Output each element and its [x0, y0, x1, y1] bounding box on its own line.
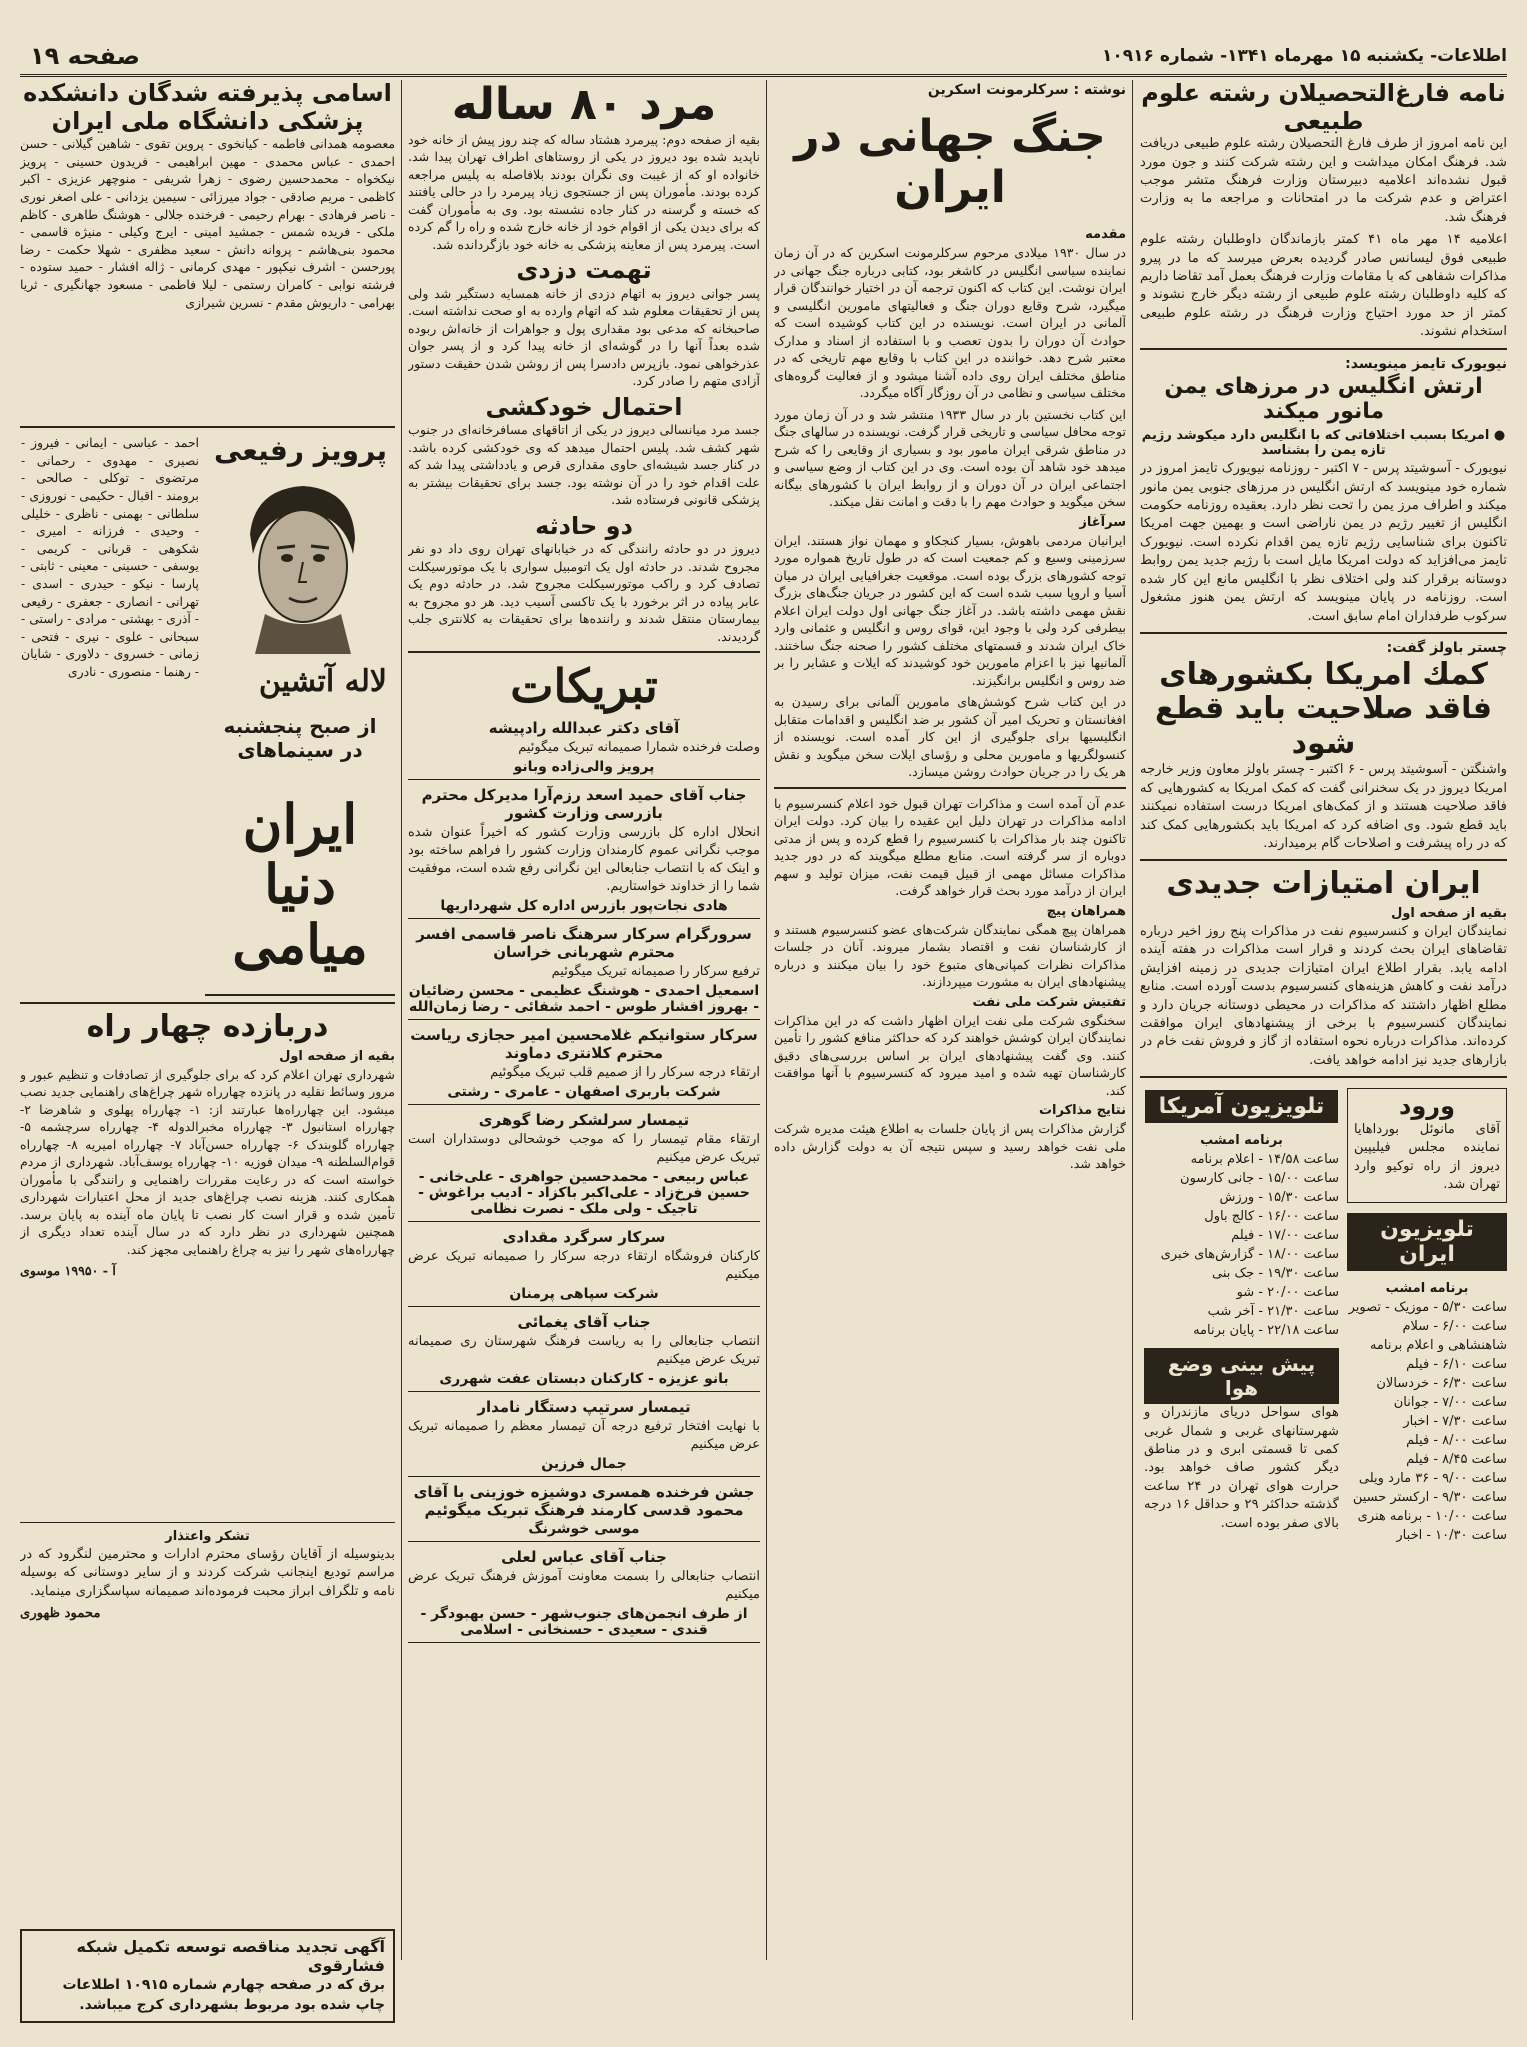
tv-iran-logo: تلویزیون ایران: [1347, 1213, 1507, 1271]
tv-iran-item: ساعت ۷/۳۰ - اخبار: [1403, 1414, 1507, 1430]
students-body-2: احمد - عباسی - ایمانی - فیروز - نصیری - مهدوی - رحمانی - مرتضوی - توکلی - صالحی - برومند - اقبال - حکیمی - نوروزی - سلطانی - بهمنی - ناظری - خلیلی - وحیدی - فرزانه - امیری - شکوهی - قربانی - کریمی - یوسفی - حسینی - معینی - ثابتی - پارسا - نیکو - حیدری - اسدی - تهرانی - انصاری - جعفری - رفیعی - آذری - بهشتی - مرادی - راستی - سبحانی - علوی - نیری - فتحی - زمانی - خسروی - دلاوری - شایان - رهنما - منصوری - نادری: [21, 435, 199, 679]
tv-iran-item: ساعت ۹/۰۰ - ۳۶ مارد ویلی: [1358, 1471, 1507, 1487]
war-byline: نوشته : سرکلرمونت اسکرین: [927, 82, 1126, 98]
congrats-title: تبریکات: [510, 659, 658, 714]
divider: [1140, 348, 1507, 350]
graduates-title: نامه فارغ‌التحصیلان رشته علوم طبیعی: [1141, 80, 1506, 135]
cinema-star: پرویز رفیعی: [213, 434, 387, 468]
congrats-list: [408, 719, 760, 1643]
graduates-article: [1140, 80, 1507, 342]
column-news: [408, 80, 760, 1960]
column-rule: [1132, 80, 1133, 2020]
talks-sub-3: نتایج مذاکرات: [1038, 1103, 1126, 1119]
road-sign: آ - ۱۹۹۵۰ موسوی: [20, 1263, 116, 1279]
tv-schedules: [1347, 1084, 1507, 1545]
tv-america-item: ساعت ۱۷/۰۰ - فیلم: [1231, 1228, 1339, 1244]
arrival-title: ورود: [1399, 1092, 1455, 1121]
congrats-item-body: انتصاب جنابعالی را به ریاست فرهنگ شهرستان ری صمیمانه تبریک عرض میکنیم: [408, 1334, 760, 1368]
war-body-4: در این کتاب شرح کوشش‌های مامورین آلمانی برای رسیدن به افغانستان و تحریک امیر آن کشور بر ضد انگلیس و اقدامات متقابل انگلیسیها برای جلوگیری از این کار آمده است. نویسنده از کنسولگریها و مامورین محلی و رؤسای ایلات سخن میگوید و نقش هر یک را در جریان حوادث روشن میسازد.: [774, 694, 1126, 780]
congrats-item: [408, 925, 760, 1020]
weather-body: هوای سواحل دریای مازندران و شهرستانهای غربی و شمال غربی کمی تا قسمتی ابری و در مناطق دیگر کشور صاف خواهد بود. حرارت هوای تهران در ۲۴ ساعت گذشته حداکثر ۲۹ و حداقل ۱۶ درجه بالای صفر بوده است.: [1144, 1405, 1340, 1531]
congrats-item-body: انتصاب جنابعالی را بسمت معاونت آموزش فرهنگ تبریک عرض میکنیم: [408, 1569, 760, 1603]
war-body-2: این کتاب نخستین بار در سال ۱۹۳۳ منتشر شد و در آن زمان مورد توجه محافل سیاسی و تاریخی قرار گرفت. نویسنده در سالهای جنگ در مناطق شرقی ایران مامور بود و بسیاری از وقایعی را که شرح میدهد خود شاهد آن بوده است. وی در این کتاب از وضع سیاسی و اجتماعی ایران در آن دوران و از روابط ایران با کشورهای بیگانه سخن میگوید و حوادث مهم را با دقت و امانت نقل میکند.: [774, 406, 1126, 510]
tv-america-item: ساعت ۲۲/۱۸ - پایان برنامه: [1193, 1323, 1339, 1339]
divider: [20, 426, 395, 428]
talks-body-7: گزارش مذاکرات پس از پایان جلسات به اطلاع هیئت مدیره شرکت ملی نفت خواهد رسید و سپس نتیجه آن به دولت گزارش داده خواهد شد.: [774, 1121, 1126, 1172]
congrats-item: [408, 1111, 760, 1222]
road-sub: بقیه از صفحه اول: [279, 1048, 395, 1064]
accidents-body: دیروز در دو حادثه رانندگی که در خیابانهای تهران روی داد دو نفر مجروح شدند. در حادثه اول یک اتومبیل سواری با یک موتورسیکلت تصادف کرد و راکب موتورسیکلت مجروح شد. در حادثه دوم یک عابر پیاده در اثر برخورد با یک تاکسی آسیب دید. هر دو مجروح به بیمارستان منتقل شدند و راننده‌ها برای تحقیقات به کلانتری جلب گردیدند.: [408, 541, 760, 644]
divider: [20, 1002, 395, 1004]
congrats-item-body: کارکنان فروشگاه ارتقاء درجه سرکار را صمیمانه تبریک عرض میکنیم: [408, 1249, 760, 1283]
tv-america-item: ساعت ۲۰/۰۰ - شو: [1236, 1285, 1339, 1301]
congrats-item-title: سرورگرام سرکار سرهنگ ناصر قاسمی افسر محترم شهربانی خراسان: [416, 925, 752, 962]
talks-body-6: سخنگوی شرکت ملی نفت ایران اظهار داشت که در این مذاکرات نمایندگان ایران کوشش خواهند کرد که حداکثر منافع کشور را تأمین کنند. وی گفت پیشنهادهای ایران بر اساس بررسی‌های دقیق کارشناسان تهیه شده و امید میرود که کنسرسیوم با آنها موافقت کند.: [774, 1012, 1126, 1098]
tv-iran-item: ساعت ۶/۱۰ - فیلم: [1406, 1357, 1507, 1373]
cinema-theater-name: دنیا: [264, 852, 336, 917]
column-right: [1140, 80, 1507, 2040]
page-number: صفحه ۱۹: [30, 42, 140, 70]
congrats-item: [408, 1548, 760, 1643]
yemen-title: ارتش انگلیس در مرزهای یمن مانور میکند: [1164, 373, 1483, 424]
congrats-item-body: با نهایت افتخار ترفیع درجه آن تیمسار معظم را صمیمانه تبریک عرض میکنیم: [408, 1419, 760, 1453]
war-body: در سال ۱۹۳۰ میلادی مرحوم سرکلرمونت اسکرین که در آن زمان نماینده سیاسی انگلیس در کاشغر بود، کتابی درباره جنگ جهانی در ایران نوشت. این کتاب که اکنون ترجمه آن در اختیار خوانندگان قرار میگیرد، شرح وقایع دوران جنگ و فعالیتهای مامورین انگلیسی و آلمانی در ایران است. نویسنده در این کتاب کوشیده است که حوادث آن دوران را بدون تعصب و با استفاده از اسناد و مدارک معتبر شرح دهد. خواننده در این کتاب با وقایع مهم تاریخی که در مناطق مختلف ایران روی داده آشنا میشود و از فعالیت گروه‌های مختلف سیاسی و نظامی در آن روزگار آگاه میگردد.: [774, 245, 1126, 401]
yemen-sub: ● امریکا بسبب اختلافاتی که با انگلیس دارد میکوشد رژیم تازه یمن را بشناسد: [1141, 428, 1506, 459]
aid-article: [1140, 640, 1507, 854]
congrats-item: [408, 1228, 760, 1307]
congrats-item-names: هادی نجات‌پور بازرس اداره کل شهرداریها: [440, 898, 728, 915]
congrats-item-names: عباس ربیعی - محمدحسین جواهری - علی‌خانی - حسین فرخ‌زاد - علی‌اکبر باکزاد - ادیب براغوش - تاجیک - ولی ملک - نصرت نظامی: [418, 1169, 750, 1218]
congrats-item-body: وصلت فرخنده شمارا صمیمانه تبریک میگوئیم: [518, 740, 760, 756]
talks-sub-1: همراهان پیچ: [1046, 903, 1126, 919]
war-body-3: ایرانیان مردمی باهوش، بسیار کنجکاو و مهمان نواز هستند. ایران سرزمینی وسیع و کم جمعیت است که در طول تاریخ همواره مورد توجه کشورهای بزرگ بوده است. موقعیت جغرافیایی ایران در میان آسیا و اروپا سبب شده است که این کشور در جریان جنگ‌های بزرگ نقش مهمی داشته باشد. در آغاز جنگ جهانی اول دولت ایران اعلام بیطرفی کرد ولی با وجود این، قوای روس و انگلیس و عثمانی وارد خاک ایران شدند و قسمتهای مختلف کشور را صحنه جنگ ساختند. آلمانیها نیز با اعزام مامورین خود کوشیدند که ایلات و عشایر را بر ضد روس و انگلیس برانگیزند.: [774, 532, 1126, 688]
tv-iran-item: ساعت ۶/۳۰ - خردسالان: [1376, 1376, 1507, 1392]
arrival-body: آقای مانوئل بورداهایا نماینده مجلس فیلیپین دیروز از راه توکیو وارد تهران شد.: [1354, 1121, 1500, 1192]
notice-body: برق که در صفحه چهارم شماره ۱۰۹۱۵ اطلاعات چاپ شده بود مربوط بشهرداری کرج میباشد.: [62, 1977, 385, 2013]
tv-america-item: ساعت ۱۵/۳۰ - ورزش: [1219, 1190, 1339, 1206]
tv-iran-item: ساعت ۵/۳۰ - موزیک - تصویر: [1348, 1300, 1507, 1316]
suicide-title: احتمال خودکشی: [485, 392, 683, 421]
congrats-item: [408, 1398, 760, 1477]
aid-title-2: فاقد صلاحیت باید قطع شود: [1154, 691, 1493, 761]
man80-title: مرد ۸۰ ساله: [451, 80, 717, 130]
tv-iran-item: ساعت ۱۰/۳۰ - اخبار: [1396, 1528, 1507, 1544]
talks-sub-2: تفتیش شرکت ملی نفت: [972, 994, 1126, 1010]
divider: [774, 787, 1126, 789]
congrats-item: [408, 1026, 760, 1105]
arrival-box: [1347, 1088, 1507, 1203]
aid-title-1: کمك امریکا بکشورهای: [1159, 656, 1488, 692]
congrats-item-body: ارتقاء درجه سرکار را از صمیم قلب تبریک میگوئیم: [490, 1065, 760, 1081]
concessions-title: ایران امتیازات جدیدی: [1166, 866, 1481, 902]
congrats-item-title: سرکار سرگرد مقدادی: [502, 1228, 666, 1247]
congrats-item-names: پرویز والی‌زاده وبانو: [513, 759, 655, 776]
theft-body: پسر جوانی دیروز به اتهام دزدی از خانه همسایه دستگیر شد ولی پس از تحقیقات معلوم شد که اتهام وارده به او صحت نداشته است. صاحبخانه که مدعی بود مقداری پول و جواهرات از خانه‌اش ربوده شده بعداً آنها را در گوشه‌ای از خانه پیدا کرد و از پسر جوان عذرخواهی نمود. بازپرس دادسرا پس از روشن شدن حقیقت دستور آزادی متهم را صادر کرد.: [408, 285, 760, 389]
tv-america-item: ساعت ۱۴/۵۸ - اعلام برنامه: [1190, 1152, 1339, 1168]
tv-america-weather: [1144, 1084, 1339, 1545]
divider: [1140, 1076, 1507, 1078]
tv-america-logo: تلویزیون آمریکا: [1145, 1090, 1339, 1123]
theft-title: تهمت دزدی: [516, 256, 652, 285]
congrats-item-names: موسی خوشرنگ: [528, 1521, 640, 1538]
divider: [1140, 632, 1507, 634]
congrats-item-names: از طرف انجمن‌های جنوب‌شهر - حسن بهبودگر - قندی - سعیدی - حسنخانی - اسلامی: [420, 1606, 748, 1639]
actor-portrait: [215, 474, 385, 654]
congrats-item-title: جشن فرخنده همسری دوشیزه خوزینی با آقای محمود قدسی کارمند فرهنگ تبریک میگوئیم: [413, 1483, 755, 1520]
column-rule: [401, 80, 402, 1960]
talks-body-5: همراهان پیچ همگی نمایندگان شرکت‌های عضو کنسرسیوم هستند و از کارشناسان نفت و اقتصاد بشمار میروند. آنان در جلسات مذاکرات نظرات کمپانی‌های متبوع خود را بیان میکنند و درباره پیشنهادهای ایران به مشورت میپردازند.: [774, 921, 1126, 990]
concessions-body: نمایندگان ایران و کنسرسیوم نفت در مذاکرات پنج روز اخیر درباره تقاضاهای ایران بحث کردند و قرار است مذاکرات در هفته آینده ادامه یابد. بقرار اطلاع ایران امتیازات جدیدی در زمینه افزایش درآمد نفت و کاهش هزینه‌های کنسرسیوم بدست آورده است. منابع مطلع اظهار داشتند که مذاکرات در محیطی دوستانه جریان دارد و نمایندگان کنسرسیوم با برخی از پیشنهادهای ایران موافقت کرده‌اند. مذاکرات درباره نحوه استفاده از گاز و فروش نفت خام در بازارهای جدید نیز ادامه خواهد یافت.: [1140, 923, 1507, 1068]
tv-america-item: ساعت ۱۵/۰۰ - جانی کارسون: [1180, 1171, 1339, 1187]
congrats-item-title: جناب آقای حمید اسعد رزم‌آرا مدیرکل محترم بازرسی وزارت کشور: [421, 786, 747, 823]
congrats-item-names: شرکت سپاهی پرمنان: [509, 1286, 659, 1303]
tv-america-item: ساعت ۱۶/۰۰ - کالج باول: [1204, 1209, 1339, 1225]
concessions-article: [1140, 867, 1507, 1070]
congrats-item-body: ترفیع سرکار را صمیمانه تبریک میگوئیم: [551, 964, 760, 980]
congrats-item: [408, 1483, 760, 1542]
congrats-item-body: انحلال اداره کل بازرسی وزارت کشور که اخیراً عنوان شده موجب نگرانی عموم کارمندان وزارت کشور را فراهم ساخته بود و اینک که با انتصاب جنابعالی این نگرانی رفع شده است، موفقیت شما را از خداوند خواستاریم.: [408, 825, 760, 895]
congrats-item-title: تیمسار سرلشکر رضا گوهری: [478, 1111, 690, 1130]
students-body: معصومه همدانی فاطمه - کیانخوی - پروین تقوی - شاهین گیلانی - حسن احمدی - عباس محمدی - مهین ابراهیمی - فریدون حسینی - پرویز نیکخواه - محمدحسین رضوی - زهرا شریفی - منوچهر عزیزی - اکبر کاظمی - مریم صادقی - جواد میرزائی - سیمین یزدانی - علی اصغر نوری - ناصر فرهادی - بهرام رحیمی - فرخنده جلالی - هوشنگ طاهری - کاظم ملکی - فریده شمس - جمشید امینی - ایرج وکیلی - منیژه قاسمی - محمود بنی‌هاشم - پروانه دانش - سعید مظفری - شهلا حکمت - رضا پورحسن - اشرف نیکپور - مهدی کرمانی - ژاله افشار - حمید ستوده - فرشته نوابی - کامران رستمی - لیلا فاطمی - مسعود جهانگیری - ثریا بهرامی - داریوش مقدم - نسرین شیرازی: [20, 136, 395, 310]
tv-iran-item: ساعت ۸/۴۵ - فیلم: [1406, 1452, 1507, 1468]
divider: [408, 651, 760, 653]
notice-title: آگهی تجدید مناقصه توسعه تکمیل شبکه فشارقوی: [76, 1937, 385, 1975]
yemen-body: نیویورک - آسوشیتد پرس - ۷ اکتبر - روزنامه نیویورک تایمز امروز در شماره خود مینویسد که ارتش انگلیس در مرزهای جنوبی یمن مانور میکند و اطراف مرز یمن را تحت نظر دارد. بعقیده روزنامه حکومت انگلیس از تغییر رژیم در یمن ناراضی است و بهمین جهت امریکا تاکنون برای شناسایی رژیم تازه یمن اقدام نکرده است. نیویورک تایمز می‌افزاید که دولت امریکا مایل است با رژیم جدید یمن روابط دوستانه برقرار کند ولی اختلاف نظر با انگلیس مانع این کار شده است. روزنامه در پایان مینویسد که ارتش یمن هنوز مشغول سرکوب طرفداران امام سابق است.: [1140, 461, 1507, 624]
yemen-kicker: نیویورک تایمز مینویسد:: [1345, 355, 1507, 372]
column-left: [20, 80, 395, 1960]
tv-iran-item: ساعت ۷/۰۰ - جوانان: [1393, 1395, 1507, 1411]
yemen-article: [1140, 356, 1507, 626]
tv-iran-item: ساعت ۹/۳۰ - ارکستر حسین: [1352, 1490, 1507, 1506]
accidents-title: دو حادثه: [535, 511, 633, 540]
cinema-ad: [205, 434, 395, 996]
congrats-item-names: بانو عزیزه - کارکنان دبستان عفت شهرری: [439, 1371, 729, 1388]
congrats-item: [408, 786, 760, 919]
talks-body: عدم آن آمده است و مذاکرات تهران قبول خود اعلام کنسرسیوم با ادامه مذاکرات در تهران دلیل این عقیده را بیان کرد. دولت ایران تاکنون چند بار مذاکرات با کنسرسیوم را قطع کرده و پس از مدتی دوباره از سر گرفته است. منابع مطلع میگویند که در دور جدید مذاکرات مسائل مهمی از قبیل قیمت نفت، میزان تولید و سهم ایران از درآمد مورد بحث قرار خواهد گرفت.: [774, 795, 1126, 899]
issue-info: اطلاعات- یکشنبه ۱۵ مهرماه ۱۳۴۱- شماره ۱۰۹۱۶: [1102, 46, 1507, 66]
students-list-2: [21, 434, 199, 994]
divider: [20, 1522, 395, 1523]
road-title: دربازده چهار راه: [86, 1009, 329, 1045]
tv-iran-item: ساعت ۱۰/۰۰ - برنامه هنری: [1357, 1509, 1507, 1525]
war-intro-label: مقدمه: [1085, 227, 1126, 243]
war-title: جنگ جهانی در ایران: [794, 111, 1106, 213]
tv-america-item: ساعت ۱۹/۳۰ - جک بنی: [1212, 1266, 1339, 1282]
cinema-when: از صبح پنجشنبه در سینماهای: [223, 714, 377, 763]
cinema-theaters: [213, 792, 387, 977]
congrats-item-title: آقای دکتر عبدالله رادپیشه: [488, 719, 680, 738]
tv-america-title: برنامه امشب: [1200, 1133, 1283, 1149]
road-body: شهرداری تهران اعلام کرد که برای جلوگیری از تصادفات و تنظیم عبور و مرور وسائط نقلیه در پانزده چهارراه شهر چراغ‌های راهنمایی جدید نصب میشود. این چهارراه‌ها عبارتند از: ۱- چهارراه پهلوی و شاهرضا ۲- چهارراه استانبول ۳- چهارراه مخبرالدوله ۴- چهارراه سرچشمه ۵- چهارراه گلوبندک ۶- چهارراه حسن‌آباد ۷- چهارراه امیریه ۸- چهارراه قوام‌السلطنه ۹- میدان فوزیه ۱۰- چهارراه یوسف‌آباد. شهرداری از مردم خواسته است که در رعایت مقررات راهنمایی و رانندگی با مأموران همکاری کنند. هزینه نصب چراغ‌های جدید از محل اعتبارات شهرداری تأمین شده و قرار است کار نصب تا پایان ماه آینده به پایان برسد. همچنین شهرداری در نظر دارد که در سال آینده تعداد دیگری از چهارراه‌های شهر را نیز به چراغ راهنمایی مجهز کند.: [20, 1066, 395, 1257]
tv-america-item: ساعت ۱۸/۰۰ - گزارش‌های خبری: [1160, 1247, 1339, 1263]
column-rule: [766, 80, 767, 1960]
suicide-body: جسد مرد میانسالی دیروز در یکی از اتاقهای مسافرخانه‌ای در جنوب شهر کشف شد. پلیس احتمال میدهد که وی خودکشی کرده باشد. در کنار جسد شیشه‌ای حاوی مقداری قرص و یادداشتی پیدا شد که علت اقدام خود را در آن نوشته بود. جسد برای تحقیقات بیشتر به پزشکی قانونی فرستاده شد.: [408, 422, 760, 508]
masthead: [20, 42, 1507, 77]
graduates-body: این نامه امروز از طرف فارغ التحصیلان رشته علوم طبیعی دریافت شد. فرهنگ امکان میداشت و این رشته شرکت کنند و جون مورد قبول نشده‌اند اعلامیه دبیرستان وزارت فرهنگ متشر موجب اعتراض و عدم شرکت ما در امتحانات و مراجعه ما به وزارت فرهنگ شد.: [1140, 136, 1507, 225]
congrats-item: [408, 1313, 760, 1392]
congrats-item-title: تیمسار سرتیپ دستگار نامدار: [477, 1398, 691, 1417]
concessions-sub: بقیه از صفحه اول: [1391, 905, 1507, 921]
congrats-item-names: شرکت باربری اصفهان - عامری - رشتی: [447, 1084, 721, 1101]
cinema-theater-name: ایران: [242, 792, 358, 857]
tv-iran-title: برنامه امشب: [1385, 1281, 1469, 1297]
aid-kicker: چستر باولز گفت:: [1386, 639, 1507, 656]
congrats-item-names: اسمعیل احمدی - هوشنگ عظیمی - محسن رضائیان - بهروز افشار طوس - احمد شفائی - رضا زمان‌الله: [408, 983, 760, 1016]
notice-box: [20, 1929, 395, 2023]
students-title: اسامی پذیرفته شدگان دانشکده پزشکی دانشگاه ملی ایران: [23, 80, 392, 135]
thanks-title: تشکر واعتذار: [165, 1528, 250, 1544]
man80-body: بقیه از صفحه دوم: پیرمرد هشتاد ساله که چند روز پیش از خانه خود ناپدید شده بود دیروز در یکی از روستاهای اطراف تهران پیدا شد. خانواده او که از غیبت وی نگران بودند بلافاصله به پلیس مراجعه کرده بودند. مأموران پس از جستجوی زیاد پیرمرد را در حالی یافتند که خسته و گرسنه در کنار جاده نشسته بود. وی به مأموران گفت که برای دیدن یکی از اقوام خود از خانه خارج شده و راه را گم کرده است. پیرمرد پس از معاینه پزشکی به خانه خود بازگردانده شد.: [408, 131, 760, 252]
tv-iran-schedule: [1347, 1298, 1507, 1545]
congrats-item: [408, 719, 760, 780]
cinema-film-title: لاله آتشین: [258, 664, 387, 700]
aid-body: واشنگتن - آسوشیتد پرس - ۶ اکتبر - چستر باولز معاون وزیر خارجه امریکا دیروز در یک سخنرانی گفت که کمک امریکا به کشورهایی که فاقد صلاحیت هستند و از کمک‌های امریکا درست استفاده نمیکنند باید قطع شود. وی اضافه کرد که امریکا باید بکشورهایی کمک کند که در راه پیشرفت و اصلاحات گام برمیدارند.: [1140, 762, 1507, 852]
congrats-item-title: جناب آقای یغمائی: [517, 1313, 651, 1332]
tv-iran-item: ساعت ۶/۰۰ - سلام شاهنشاهی و اعلام برنامه: [1369, 1319, 1507, 1354]
thanks-sign: محمود ظهوری: [20, 1605, 101, 1621]
weather-title: پیش بینی وضع هوا: [1144, 1348, 1339, 1404]
tv-america-schedule: [1144, 1150, 1339, 1340]
congrats-item-names: جمال فرزین: [541, 1456, 627, 1473]
divider: [1140, 859, 1507, 861]
students-list: [20, 135, 395, 420]
column-war: [774, 80, 1126, 1960]
tv-iran-item: ساعت ۸/۰۰ - فیلم: [1406, 1433, 1507, 1449]
cinema-theater-name: میامی: [232, 912, 368, 977]
tv-america-item: ساعت ۲۱/۳۰ - آخر شب: [1207, 1304, 1339, 1320]
war-heading-2: سرآغاز: [1079, 514, 1126, 530]
thanks-body: بدینوسیله از آقایان رؤسای محترم ادارات و محترمین لنگرود که در مراسم تودیع اینجانب شرکت کردند و از سایر دوستانی که بوسیله نامه و تلگراف ابراز محبت فرموده‌اند صمیمانه سپاسگزاری مینماید.: [20, 1546, 395, 1599]
congrats-item-title: سرکار ستوانیکم غلامحسین امیر حجازی ریاست محترم کلانتری دماوند: [410, 1026, 758, 1063]
congrats-item-title: جناب آقای عباس لعلی: [501, 1548, 667, 1567]
lower-right-area: [1140, 1084, 1507, 1545]
graduates-body2: اعلامیه ۱۴ مهر ماه ۴۱ کمتر بازماندگان داوطلبان رشته علوم طبیعی فوق لیسانس صادر گردیده بعرض میرسد که ما در پیرو مذاکرات شفاهی که با مقامات وزارت فرهنگ بعمل آمد تقاضا داریم که کلیه داوطلبان رشته علوم طبیعی از رشته دیگر خارج نشوند و کمتر از حد مورد احتیاج وزارت فرهنگ در رشته علوم طبیعی استخدام نشوند.: [1140, 232, 1507, 340]
left-middle: [20, 434, 395, 996]
congrats-item-body: ارتقاء مقام تیمسار را که موجب خوشحالی دوستداران است تبریک عرض میکنیم: [408, 1132, 760, 1166]
